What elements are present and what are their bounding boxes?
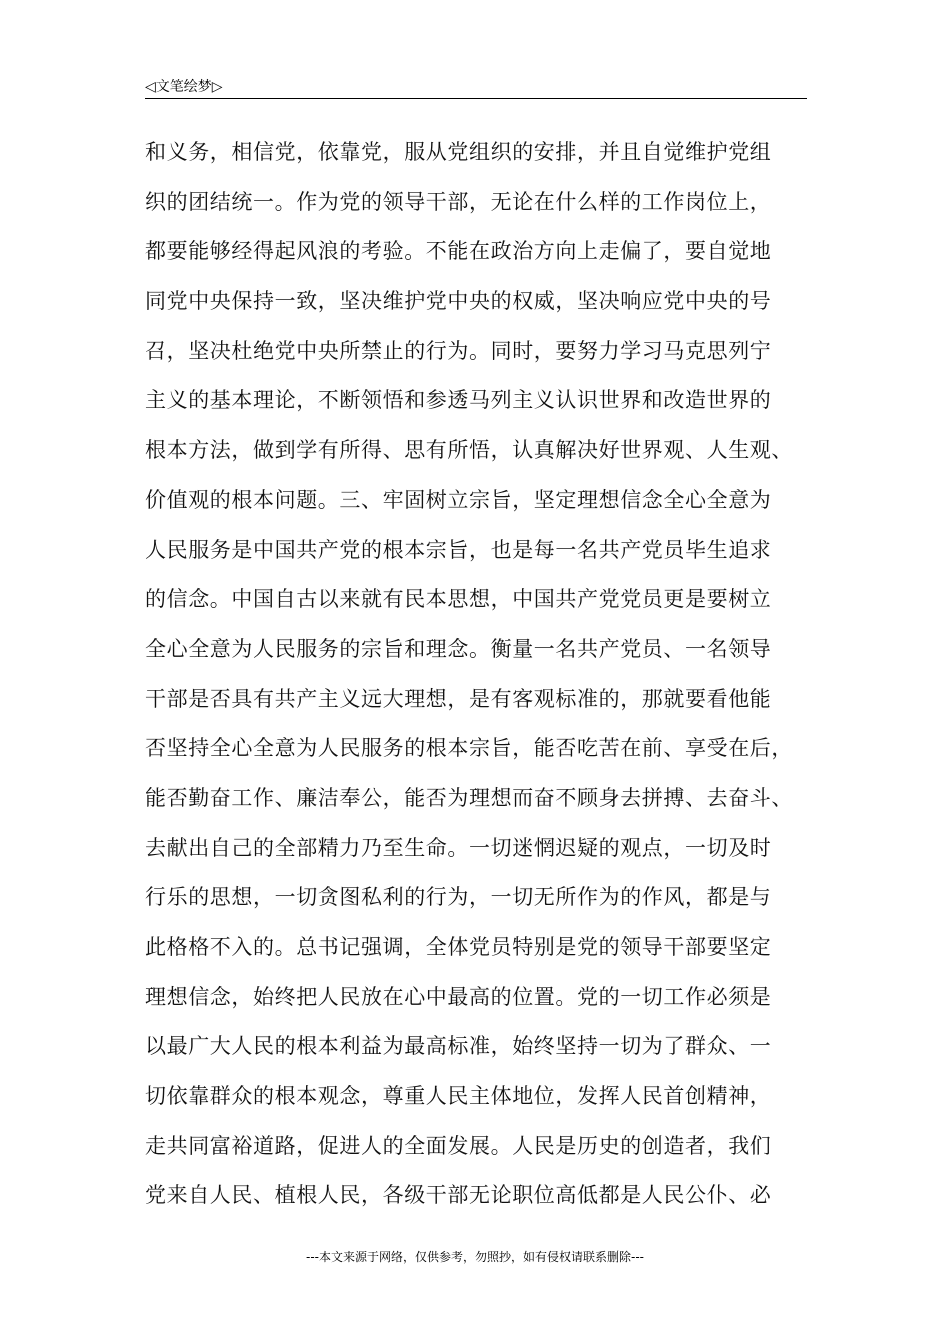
text-line: 能否勤奋工作、廉洁奉公，能否为理想而奋不顾身去拼搏、去奋斗、: [145, 785, 793, 810]
text-line: 全心全意为人民服务的宗旨和理念。衡量一名共产党员、一名领导: [145, 636, 772, 661]
text-line: 切依靠群众的根本观念，尊重人民主体地位，发挥人民首创精神，: [145, 1084, 772, 1109]
text-line: 召，坚决杜绝党中央所禁止的行为。同时，要努力学习马克思列宁: [145, 338, 772, 363]
text-line: 干部是否具有共产主义远大理想，是有客观标准的，那就要看他能: [145, 686, 772, 711]
text-line: 此格格不入的。总书记强调，全体党员特别是党的领导干部要坚定: [145, 935, 772, 959]
text-line: 去献出自己的全部精力乃至生命。一切迷惘迟疑的观点，一切及时: [145, 835, 772, 860]
text-line: 理想信念，始终把人民放在心中最高的位置。党的一切工作必须是: [145, 984, 772, 1009]
text-line: 走共同富裕道路，促进人的全面发展。人民是历史的创造者，我们: [145, 1133, 772, 1158]
text-line: 都要能够经得起风浪的考验。不能在政治方向上走偏了，要自觉地: [145, 239, 772, 264]
text-line: 织的团结统一。作为党的领导干部，无论在什么样的工作岗位上，: [145, 189, 772, 214]
text-line: 价值观的根本问题。三、牢固树立宗旨，坚定理想信念全心全意为: [145, 487, 772, 512]
header-title: ◁文笔绘梦▷: [145, 79, 223, 95]
text-line: 人民服务是中国共产党的根本宗旨，也是每一名共产党员毕生追求: [145, 537, 772, 562]
text-line: 的信念。中国自古以来就有民本思想，中国共产党党员更是要树立: [145, 587, 772, 612]
text-line: 否坚持全心全意为人民服务的根本宗旨，能否吃苦在前、享受在后，: [145, 736, 793, 761]
text-line: 党来自人民、植根人民，各级干部无论职位高低都是人民公仆、必: [145, 1183, 772, 1208]
text-line: 以最广大人民的根本利益为最高标准，始终坚持一切为了群众、一: [145, 1034, 772, 1059]
text-line: 行乐的思想，一切贪图私利的行为，一切无所作为的作风，都是与: [145, 885, 772, 910]
text-line: 根本方法，做到学有所得、思有所悟，认真解决好世界观、人生观、: [145, 438, 793, 463]
text-line: 主义的基本理论，不断领悟和参透马列主义认识世界和改造世界的: [145, 388, 772, 413]
text-line: 和义务，相信党，依靠党，服从党组织的安排，并且自觉维护党组: [145, 140, 772, 164]
footer-notice: ---本文来源于网络，仅供参考，勿照抄，如有侵权请联系删除---: [306, 1250, 644, 1264]
text-line: 同党中央保持一致，坚决维护党中央的权威，坚决响应党中央的号: [145, 289, 772, 314]
body-text: [145, 132, 815, 1225]
page-header: [145, 72, 807, 99]
